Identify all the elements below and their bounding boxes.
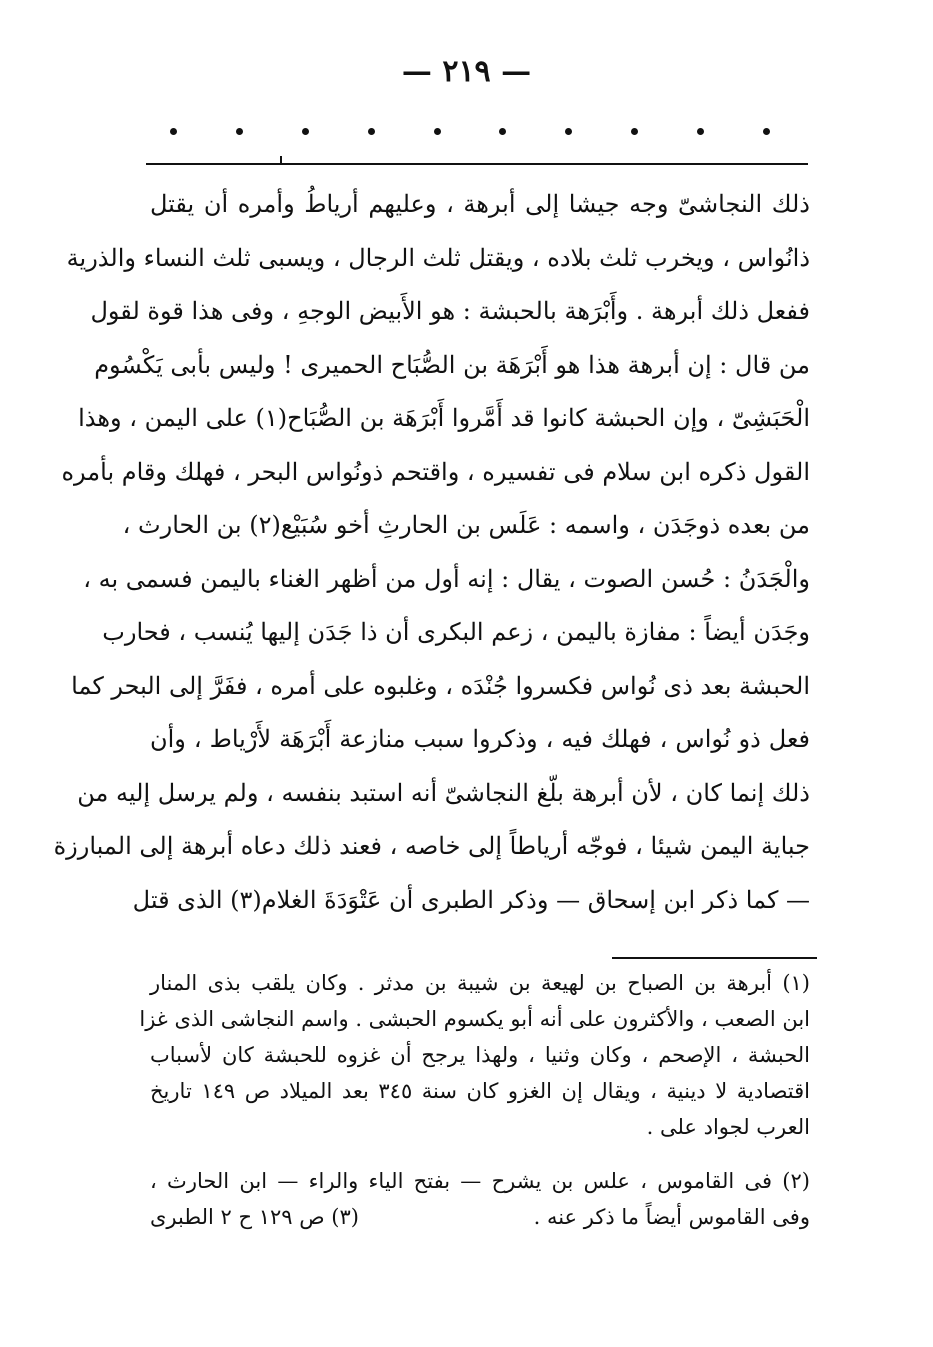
separator-dot [434,128,441,135]
footnote-1-line: ابن الصعب ، والأكثرون على أنه أبو يكسوم الحبشى . واسم النجاشى الذى غزا [139,1007,810,1031]
body-text [53,178,810,927]
body-line: من قال : إن أبرهة هذا هو أَبْرَهَة بن الصُّبَاح الحميرى ! وليس بأبى يَكْسُوم [94,350,810,379]
separator-dot [763,128,770,135]
footnotes [139,965,810,1235]
separator-dot [302,128,309,135]
body-line: من بعده ذوجَدَن ، واسمه : عَلَس بن الحارثِ أخو سُبَيْع(٢) بن الحارث ، [122,511,810,539]
footnote-1-line: اقتصادية لا دينية ، ويقال إن الغزو كان سنة ٣٤٥ بعد الميلاد ص ١٤٩ تاريخ [150,1079,810,1103]
separator-dot [697,128,704,135]
body-line: ذلك إنما كان ، لأن أبرهة بلّغ النجاشىّ أنه استبد بنفسه ، ولم يرسل إليه من [77,778,810,807]
separator-dot [565,128,572,135]
footnote-3: (٣) ص ١٢٩ ح ٢ الطبرى [150,1205,359,1229]
separator-dot [499,128,506,135]
separator-dots [170,128,770,135]
separator-dot [631,128,638,135]
footnote-2-line: (٢) فى القاموس ، علس بن يشرح — بفتح الياء والراء — ابن الحارث ، [150,1169,810,1193]
body-line: والْجَدَنُ : حُسن الصوت ، يقال : إنه أول من أظهر الغناء باليمن فسمى به ، [83,564,810,593]
separator-dot [170,128,177,135]
body-line: جباية اليمن شيئا ، فوجّه أرياطاً إلى خاصه ، فعند ذلك دعاه أبرهة إلى المبارزة [53,832,810,860]
body-line: فعل ذو نُواس ، فهلك فيه ، وذكروا سبب منازعة أَبْرَهَة لأَرْياط ، وأن [150,725,810,753]
footnote-1-line: العرب لجواد على . [646,1115,810,1139]
body-line: ففعل ذلك أبرهة . وأَبْرَهة بالحبشة : هو الأَبيض الوجهِ ، وفى هذا قوة لقول [90,297,810,325]
footnote-1-line: (١) أبرهة بن الصباح بن لهيعة بن شيبة بن مدثر . وكان يلقب بذى المنار [150,971,810,995]
separator-dot [368,128,375,135]
footnote-rule [612,957,817,959]
body-line: القول ذكره ابن سلام فى تفسيره ، واقتحم ذونُواس البحر ، فهلك وقام بأمره [61,457,810,486]
footnote-2-tail: وفى القاموس أيضاً ما ذكر عنه . [533,1205,810,1229]
body-line: الحبشة بعد ذى نُواس فكسروا جُنْدَه ، وغلبوه على أمره ، ففَرَّ إلى البحر كما [71,671,810,700]
header-rule [146,163,808,165]
footnote-1-line: الحبشة ، الإصحم ، وكان وثنيا ، ولهذا يرجح أن غزوه للحبشة كان لأسباب [150,1043,810,1067]
body-line: الْحَبَشِىّ ، وإن الحبشة كانوا قد أَمَّروا أَبْرَهَة بن الصُّبَاح(١) على اليمن ، وهذا [78,404,810,432]
body-line: وجَدَن أيضاً : مفازة باليمن ، زعم البكرى أن ذا جَدَن إليها يُنسب ، فحارب [102,618,810,646]
body-line: — كما ذكر ابن إسحاق — وذكر الطبرى أن عَتْوَدَةَ الغلام(٣) الذى قتل [132,885,810,914]
page-number: — ٢١٩ — [401,54,532,89]
footnote-gap [150,1145,810,1163]
separator-dot [236,128,243,135]
footnote-last-row [150,1199,810,1235]
body-line: ذانُواس ، ويخرب ثلث بلاده ، ويقتل ثلث الرجال ، ويسبى ثلث النساء والذرية [66,243,810,272]
body-line: ذلك النجاشىّ وجه جيشا إلى أبرهة ، وعليهم أرياطُ وأمره أن يقتل [150,190,810,218]
